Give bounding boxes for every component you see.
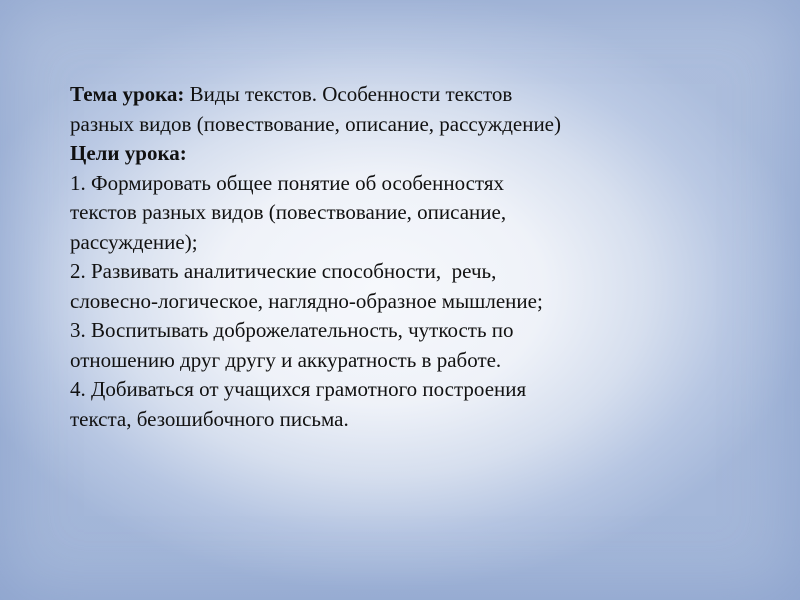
topic-text-line-1: Виды текстов. Особенности текстов	[184, 82, 513, 106]
goal-3-line-1: 3. Воспитывать доброжелательность, чуткость по	[70, 318, 514, 342]
topic-text-line-2: разных видов (повествование, описание, рассуждение)	[70, 111, 561, 136]
goal-4-line-2: текста, безошибочного письма.	[70, 406, 349, 431]
topic-label: Тема урока:	[70, 82, 185, 106]
goals-label: Цели урока:	[70, 141, 187, 165]
goal-1-line-1: 1. Формировать общее понятие об особенностях	[70, 170, 504, 195]
goal-1-line-2: текстов разных видов (повествование, описание,	[70, 200, 507, 224]
goal-2-line-1: 2. Развивать аналитические способности, речь,	[70, 259, 497, 283]
lesson-text-block	[70, 80, 770, 434]
topic-line-1	[70, 80, 770, 110]
goal-2-line-2: словесно-логическое, наглядно-образное мышление;	[70, 288, 543, 313]
goal-4-line-1: 4. Добиваться от учащихся грамотного построения	[70, 377, 527, 401]
goal-3-line-2: отношению друг другу и аккуратность в работе.	[70, 347, 502, 372]
goal-1-line-3: рассуждение);	[70, 229, 198, 254]
